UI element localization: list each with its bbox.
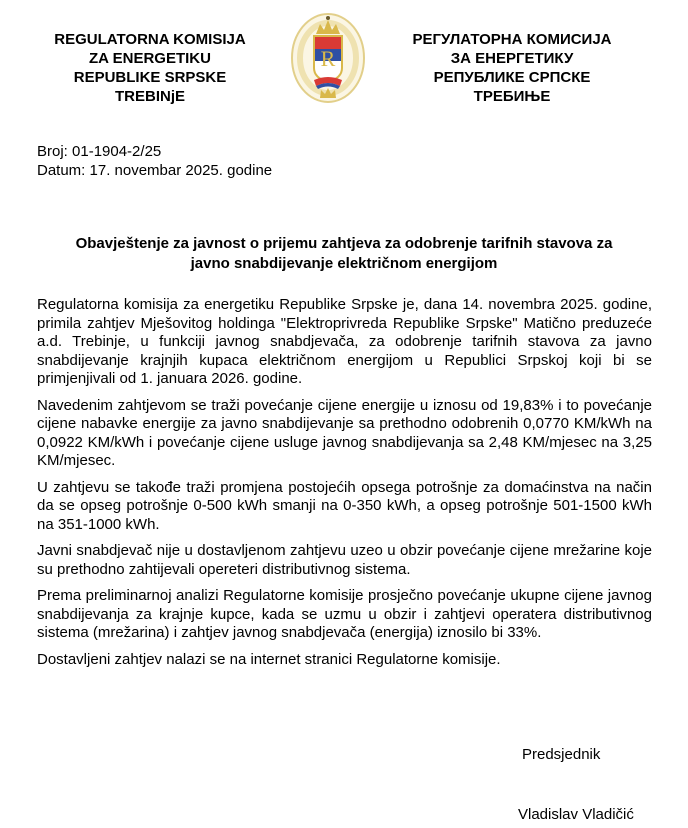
paragraph: Javni snabdjevač nije u dostavljenom zahtjevu uzeo u obzir povećanje cijene mrežarine koje su prethodno zahtijevali opereteri distributivnog sistema. — [37, 542, 652, 578]
paragraph: Dostavljeni zahtjev nalazi se na internet stranici Regulatorne komisije. — [37, 650, 501, 668]
header-cyrillic-line: ТРЕБИЊЕ — [473, 88, 551, 105]
header-latin — [20, 30, 280, 106]
header-latin-line: TREBINjE — [114, 88, 185, 105]
header-cyrillic — [382, 30, 642, 106]
document-meta — [37, 142, 272, 180]
signature-name: Vladislav Vladičić — [518, 806, 634, 823]
paragraph: Regulatorna komisija za energetiku Republike Srpske je, dana 14. novembra 2025. godine, primila zahtjev Mješovitog holdinga "Elektroprivreda Republike Srpske" Matično preduzeće a.d. Trebinje, u funkciji javnog snabdjevača, za odobrenje tarifnih stavova za javno snabdijevanje krajnjih kupaca električnom energijom u Republici Srpskoj koji bi se primjenjivali od 1. januara 2026. godine. — [37, 296, 652, 387]
header-latin-line: ZA ENERGETIKU — [89, 50, 211, 67]
coat-of-arms-emblem-icon — [290, 12, 366, 104]
header-latin-line: REPUBLIKE SRPSKE — [73, 69, 227, 86]
document-body — [37, 296, 652, 677]
title-line-2: javno snabdijevanje električnom energijom — [190, 255, 498, 272]
header-cyrillic-line: РЕПУБЛИКЕ СРПСКЕ — [433, 69, 591, 86]
header-cyrillic-line: ЗА ЕНЕРГЕТИКУ — [450, 50, 574, 67]
paragraph: Navedenim zahtjevom se traži povećanje cijene energije u iznosu od 19,83% i to povećanje cijene nabavke energije za javno snabdijevanje sa prethodno odobrenih 0,0770 KM/kWh na 0,0922 KM/kWh i povećanje cijene usluge javnog snabdijevanja sa 2,48 KM/mjesec na 3,25 KM/mjesec. — [37, 396, 652, 469]
title-line-1: Obavještenje za javnost o prijemu zahtjeva za odobrenje tarifnih stavova za — [75, 235, 613, 252]
document-title — [30, 234, 658, 274]
header-cyrillic-line: РЕГУЛАТОРНА КОМИСИЈА — [412, 31, 612, 48]
document-number: Broj: 01-1904-2/25 — [37, 143, 162, 160]
header-latin-line: REGULATORNA KOMISIJA — [54, 31, 246, 48]
signature-title: Predsjednik — [522, 746, 601, 763]
document-date: Datum: 17. novembar 2025. godine — [37, 162, 273, 179]
paragraph: Prema preliminarnoj analizi Regulatorne komisije prosječno povećanje ukupne cijene javnog snabdijevanja za krajnje kupce, kada se uzmu u obzir i zahtjevi operatera distributivnog sistema (mrežarina) i zahtjev javnog snabdjevača (energija) iznosilo bi 33%. — [37, 587, 652, 641]
paragraph: U zahtjevu se takođe traži promjena postojećih opsega potrošnje za domaćinstva na način da se opseg potrošnje 0-500 kWh smanji na 0-350 kWh, a opseg potrošnje 501-1500 kWh na 351-1000 kWh. — [37, 478, 652, 533]
svg-text:R: R — [320, 46, 336, 71]
